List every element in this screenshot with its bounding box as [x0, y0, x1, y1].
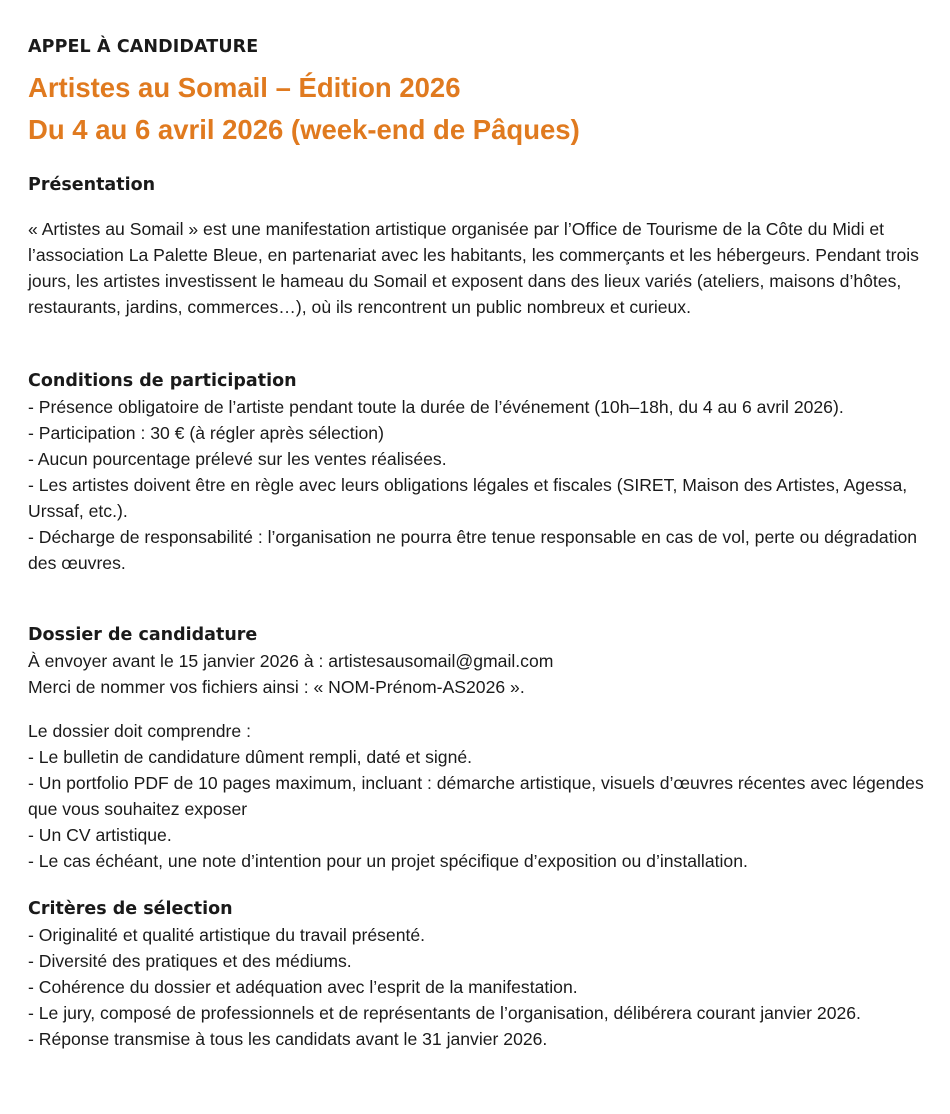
dossier-send: À envoyer avant le 15 janvier 2026 à : artistesausomail@gmail.com	[28, 651, 554, 671]
presentation-heading: Présentation	[28, 175, 156, 195]
event-dates: Du 4 au 6 avril 2026 (week-end de Pâques)	[28, 114, 580, 145]
dossier-heading: Dossier de candidature	[28, 625, 258, 645]
section-conditions	[28, 368, 928, 576]
list-item: - Un CV artistique.	[28, 825, 172, 845]
section-criteres	[28, 896, 928, 1052]
section-presentation	[28, 172, 928, 198]
list-item: - Décharge de responsabilité : l’organisation ne pourra être tenue responsable en cas de vol, perte ou dégradation des œuvres.	[28, 527, 918, 573]
dossier-naming: Merci de nommer vos fichiers ainsi : « NOM-Prénom-AS2026 ».	[28, 677, 525, 697]
list-item: - Participation : 30 € (à régler après sélection)	[28, 423, 384, 443]
presentation-text: « Artistes au Somail » est une manifestation artistique organisée par l’Office de Tourisme de la Côte du Midi et l’association La Palette Bleue, en partenariat avec les habitants, les commerçants et les hébergeurs. Pendant trois jours, les artistes investissent le hameau du Somail et exposent dans des lieux variés (ateliers, maisons d’hôtes, restaurants, jardins, commerces…), où ils rencontrent un public nombreux et curieux.	[28, 219, 919, 317]
list-item: - Présence obligatoire de l’artiste pendant toute la durée de l’événement (10h–18h, du 4 au 6 avril 2026).	[28, 397, 844, 417]
list-item: - Le cas échéant, une note d’intention pour un projet spécifique d’exposition ou d’installation.	[28, 851, 748, 871]
dossier-intro: Le dossier doit comprendre :	[28, 721, 251, 741]
list-item: - Un portfolio PDF de 10 pages maximum, incluant : démarche artistique, visuels d’œuvres récentes avec légendes que vous souhaitez exposer	[28, 773, 924, 819]
criteres-heading: Critères de sélection	[28, 899, 233, 919]
conditions-heading: Conditions de participation	[28, 371, 297, 391]
dossier-contents	[28, 718, 928, 874]
section-dossier	[28, 622, 928, 700]
list-item: - Aucun pourcentage prélevé sur les ventes réalisées.	[28, 449, 447, 469]
list-item: - Le jury, composé de professionnels et de représentants de l’organisation, délibérera courant janvier 2026.	[28, 1003, 861, 1023]
list-item: - Cohérence du dossier et adéquation avec l’esprit de la manifestation.	[28, 977, 578, 997]
list-item: - Les artistes doivent être en règle avec leurs obligations légales et fiscales (SIRET, Maison des Artistes, Agessa, Urssaf, etc.).	[28, 475, 908, 521]
list-item: - Originalité et qualité artistique du travail présenté.	[28, 925, 426, 945]
presentation-body	[28, 216, 928, 320]
list-item: - Réponse transmise à tous les candidats avant le 31 janvier 2026.	[28, 1029, 548, 1049]
event-title: Artistes au Somail – Édition 2026	[28, 72, 461, 103]
kicker-label: APPEL À CANDIDATURE	[28, 37, 259, 57]
list-item: - Diversité des pratiques et des médiums.	[28, 951, 352, 971]
list-item: - Le bulletin de candidature dûment rempli, daté et signé.	[28, 747, 473, 767]
